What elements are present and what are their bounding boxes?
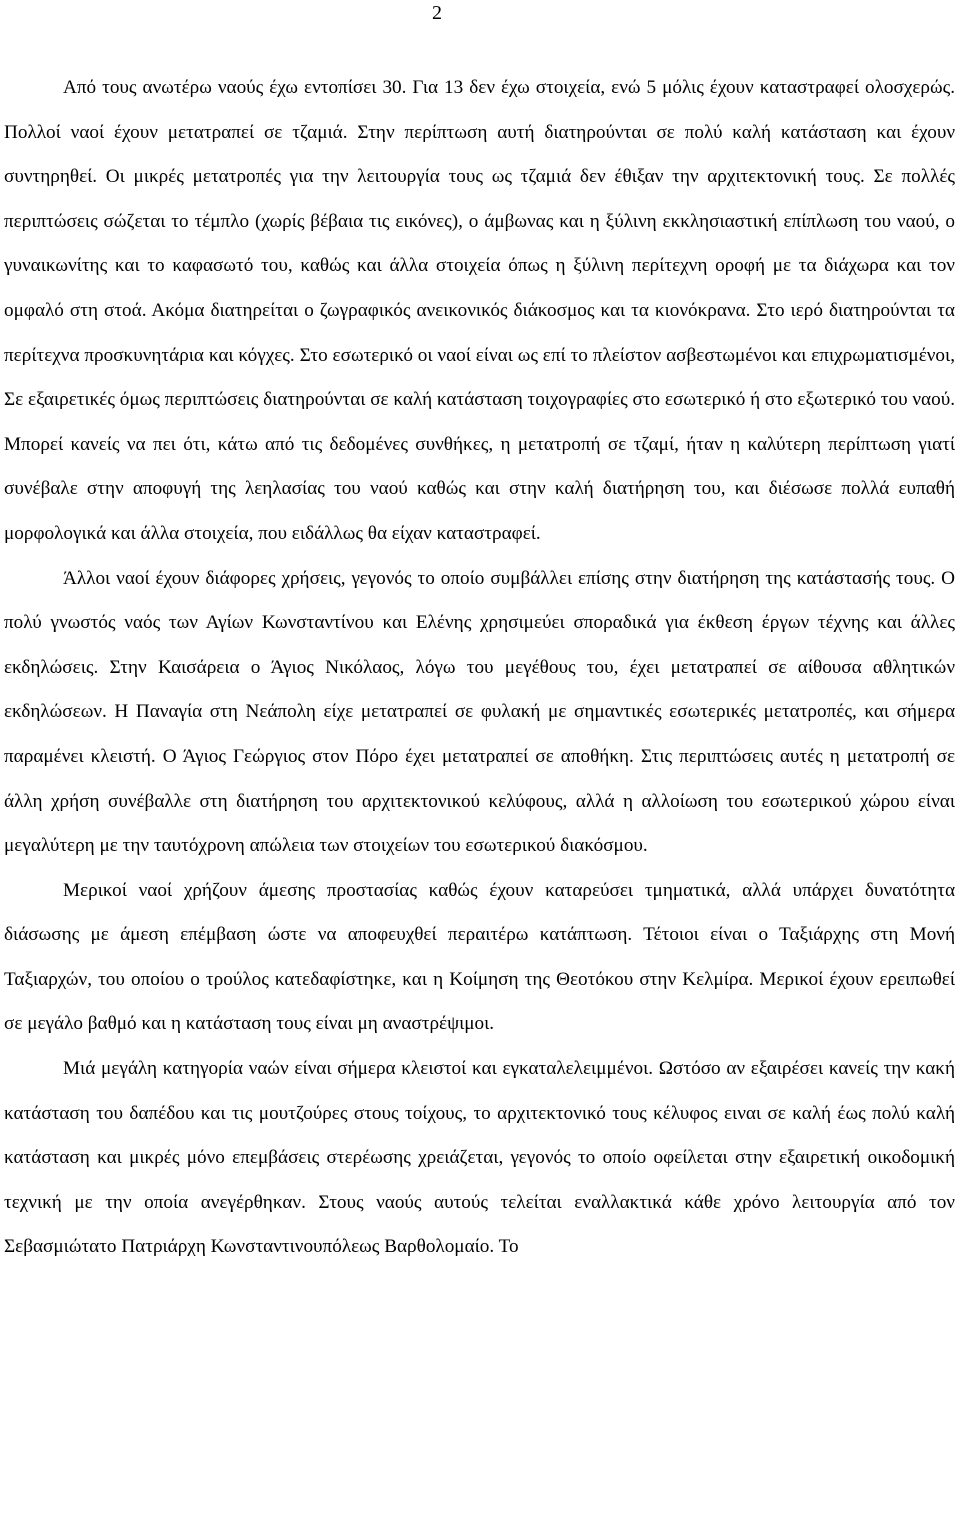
paragraph-1: Από τους ανωτέρω ναούς έχω εντοπίσει 30. Για 13 δεν έχω στοιχεία, ενώ 5 μόλις έχουν καταστραφεί ολοσχερώς. Πολλοί ναοί έχουν μετατραπεί σε τζαμιά. Στην περίπτωση αυτή διατηρούνται σε πολύ καλή κατάσταση και έχουν συντηρηθεί. Οι μικρές μετατροπές για την λειτουργία τους ως τζαμιά δεν έθιξαν την αρχιτεκτονική τους. Σε πολλές περιπτώσεις σώζεται το τέμπλο (χωρίς βέβαια τις εικόνες), ο άμβωνας και η ξύλινη εκκλησιαστική επίπλωση του ναού, ο γυναικωνίτης και το καφασωτό του, καθώς και άλλα στοιχεία όπως η ξύλινη περίτεχνη οροφή με τα διάχωρα και τον ομφαλό στη στοά. Ακόμα διατηρείται ο ζωγραφικός ανεικονικός διάκοσμος και τα κιονόκρανα. Στο ιερό διατηρούνται τα περίτεχνα προσκυνητάρια και κόγχες. Στο εσωτερικό οι ναοί είναι ως επί το πλείστον ασβεστωμένοι και επιχρωματισμένοι, Σε εξαιρετικές όμως περιπτώσεις διατηρούνται σε καλή κατάσταση τοιχογραφίες στο εσωτερικό ή στο εξωτερικό του ναού. Μπορεί κανείς να πει ότι, κάτω από τις δεδομένες συνθήκες, η μετατροπή σε τζαμί, ήταν η καλύτερη περίπτωση γιατί συνέβαλε στην αποφυγή της λεηλασίας του ναού καθώς και στην καλή διατήρηση του, και διέσωσε πολλά ευπαθή μορφολογικά και άλλα στοιχεία, που ειδάλλως θα είχαν καταστραφεί. <box>4 77 955 544</box>
paragraph-2: Άλλοι ναοί έχουν διάφορες χρήσεις, γεγονός το οποίο συμβάλλει επίσης στην διατήρηση της κατάστασής τους. Ο πολύ γνωστός ναός των Αγίων Κωνσταντίνου και Ελένης χρησιμεύει σποραδικά για έκθεση έργων τέχνης και άλλες εκδηλώσεις. Στην Καισάρεια ο Άγιος Νικόλαος, λόγω του μεγέθους του, έχει μετατραπεί σε αίθουσα αθλητικών εκδηλώσεων. Η Παναγία στη Νεάπολη είχε μετατραπεί σε φυλακή με σημαντικές εσωτερικές μετατροπές, και σήμερα παραμένει κλειστή. Ο Άγιος Γεώργιος στον Πόρο έχει μετατραπεί σε αποθήκη. Στις περιπτώσεις αυτές η μετατροπή σε άλλη χρήση συνέβαλλε στη διατήρηση του αρχιτεκτονικού κελύφους, αλλά η αλλοίωση του εσωτερικού χώρου είναι μεγαλύτερη με την ταυτόχρονη απώλεια των στοιχείων του εσωτερικού διακόσμου. <box>4 567 955 857</box>
paragraph-3: Μερικοί ναοί χρήζουν άμεσης προστασίας καθώς έχουν καταρεύσει τμηματικά, αλλά υπάρχει δυνατότητα διάσωσης με άμεση επέμβαση ώστε να αποφευχθεί περαιτέρω κατάπτωση. Τέτοιοι είναι ο Ταξιάρχης στη Μονή Ταξιαρχών, του οποίου ο τρούλος κατεδαφίστηκε, και η Κοίμηση της Θεοτόκου στην Κελμίρα. Μερικοί έχουν ερειπωθεί σε μεγάλο βαθμό και η κατάσταση τους είναι μη αναστρέψιμοι. <box>4 879 955 1035</box>
paragraph-4: Μιά μεγάλη κατηγορία ναών είναι σήμερα κλειστοί και εγκαταλελειμμένοι. Ωστόσο αν εξαιρέσει κανείς την κακή κατάσταση του δαπέδου και τις μουτζούρες στους τοίχους, το αρχιτεκτονικό τους κέλυφος ειναι σε καλή έως πολύ καλή κατάσταση και μικρές μόνο επεμβάσεις στερέωσης χρειάζεται, γεγονός το οποίο οφείλεται στην εξαιρετική οικοδομική τεχνική με την οποία ανεγέρθηκαν. Στους ναούς αυτούς τελείται εναλλακτικά κάθε χρόνο λειτουργία από τον Σεβασμιώτατο Πατριάρχη Κωνσταντινουπόλεως Βαρθολομαίο. Το <box>4 1058 955 1258</box>
document-body <box>4 66 955 1270</box>
page-number: 2 <box>432 2 442 24</box>
